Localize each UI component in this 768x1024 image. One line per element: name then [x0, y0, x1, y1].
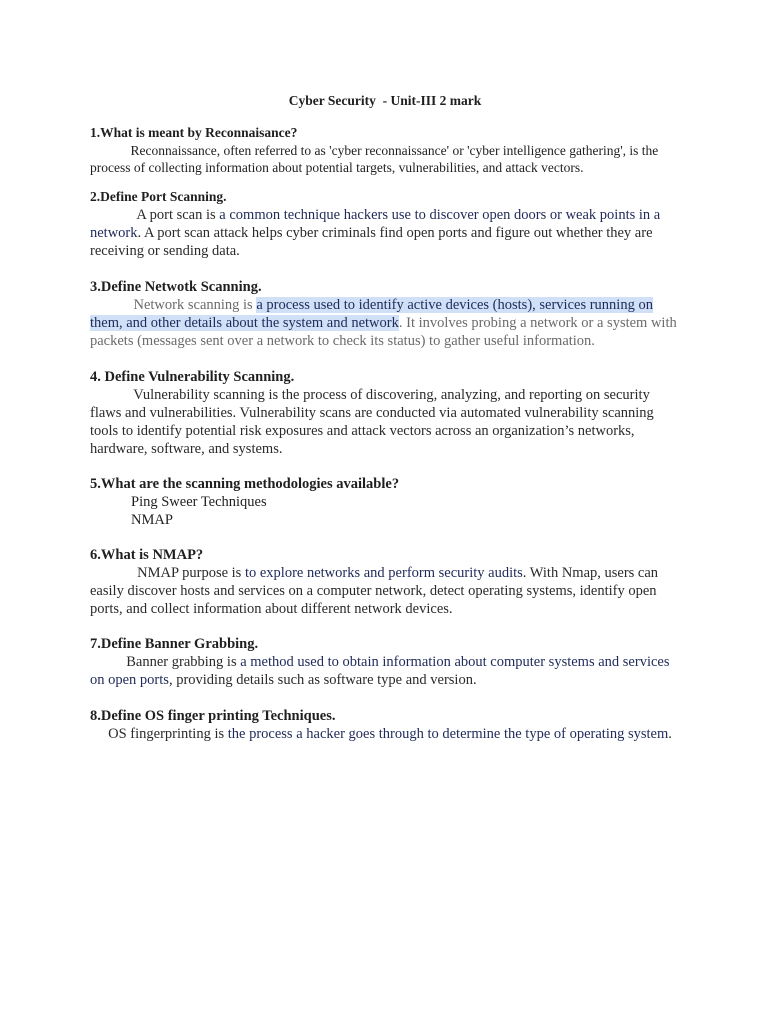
- question-heading: 4. Define Vulnerability Scanning.: [90, 369, 295, 385]
- question-heading: 3.Define Netwotk Scanning.: [90, 279, 262, 295]
- answer-text: OS fingerprinting is the process a hacker goes through to determine the type of operating system.: [108, 726, 672, 742]
- question-heading: 8.Define OS finger printing Techniques.: [90, 708, 336, 724]
- answer-text: Reconnaissance, often referred to as 'cyber reconnaissance' or 'cyber intelligence gathering', is the process of collecting information about potential targets, vulnerabilities, and attack vectors.: [90, 143, 659, 175]
- answer-text: Network scanning is a process used to identify active devices (hosts), services running on them, and other details about the system and network. It involves probing a network or a system with packets (messages sent over a network to check its status) to gather useful information.: [90, 297, 677, 349]
- question-7: [90, 635, 680, 689]
- question-4: [90, 368, 680, 458]
- question-heading: 5.What are the scanning methodologies available?: [90, 476, 400, 492]
- question-heading: 2.Define Port Scanning.: [90, 189, 227, 204]
- answer-text: A port scan is a common technique hackers use to discover open doors or weak points in a network. A port scan attack helps cyber criminals find open ports and figure out whether they are receiving or sending data.: [90, 207, 661, 259]
- list-item: Ping Sweer Techniques: [131, 494, 267, 510]
- question-6: [90, 546, 680, 618]
- question-heading: 7.Define Banner Grabbing.: [90, 636, 259, 652]
- highlighted-definition: a common technique hackers use to discover open doors or weak points in a network: [90, 207, 661, 241]
- question-1: [90, 124, 680, 176]
- list-item: NMAP: [131, 512, 173, 528]
- answer-text: Banner grabbing is a method used to obtain information about computer systems and services on open ports, providing details such as software type and version.: [90, 654, 670, 688]
- question-8: [90, 707, 680, 743]
- highlighted-definition: a method used to obtain information about computer systems and services on open ports: [90, 654, 670, 688]
- question-3: [90, 278, 680, 350]
- question-heading: 6.What is NMAP?: [90, 547, 204, 563]
- answer-text: Vulnerability scanning is the process of discovering, analyzing, and reporting on security flaws and vulnerabilities. Vulnerability scans are conducted via automated vulnerability scanning tools to identify potential risk exposures and attack vectors across an organization’s networks, hardware, software, and systems.: [90, 387, 654, 457]
- document-title: Cyber Security - Unit-III 2 mark: [288, 93, 482, 108]
- highlighted-definition: the process a hacker goes through to determine the type of operating system: [227, 726, 669, 742]
- highlighted-definition: to explore networks and perform security audits: [244, 565, 523, 581]
- answer-text: NMAP purpose is to explore networks and perform security audits. With Nmap, users can easily discover hosts and services on a computer network, detect operating systems, identify open ports, and collect information about different network devices.: [90, 565, 659, 617]
- question-2: [90, 188, 680, 260]
- selected-text-highlight: a process used to identify active devices (hosts), services running on them, and other details about the system and network: [90, 297, 653, 331]
- question-heading: 1.What is meant by Reconnaisance?: [90, 125, 298, 140]
- question-5: [90, 475, 680, 529]
